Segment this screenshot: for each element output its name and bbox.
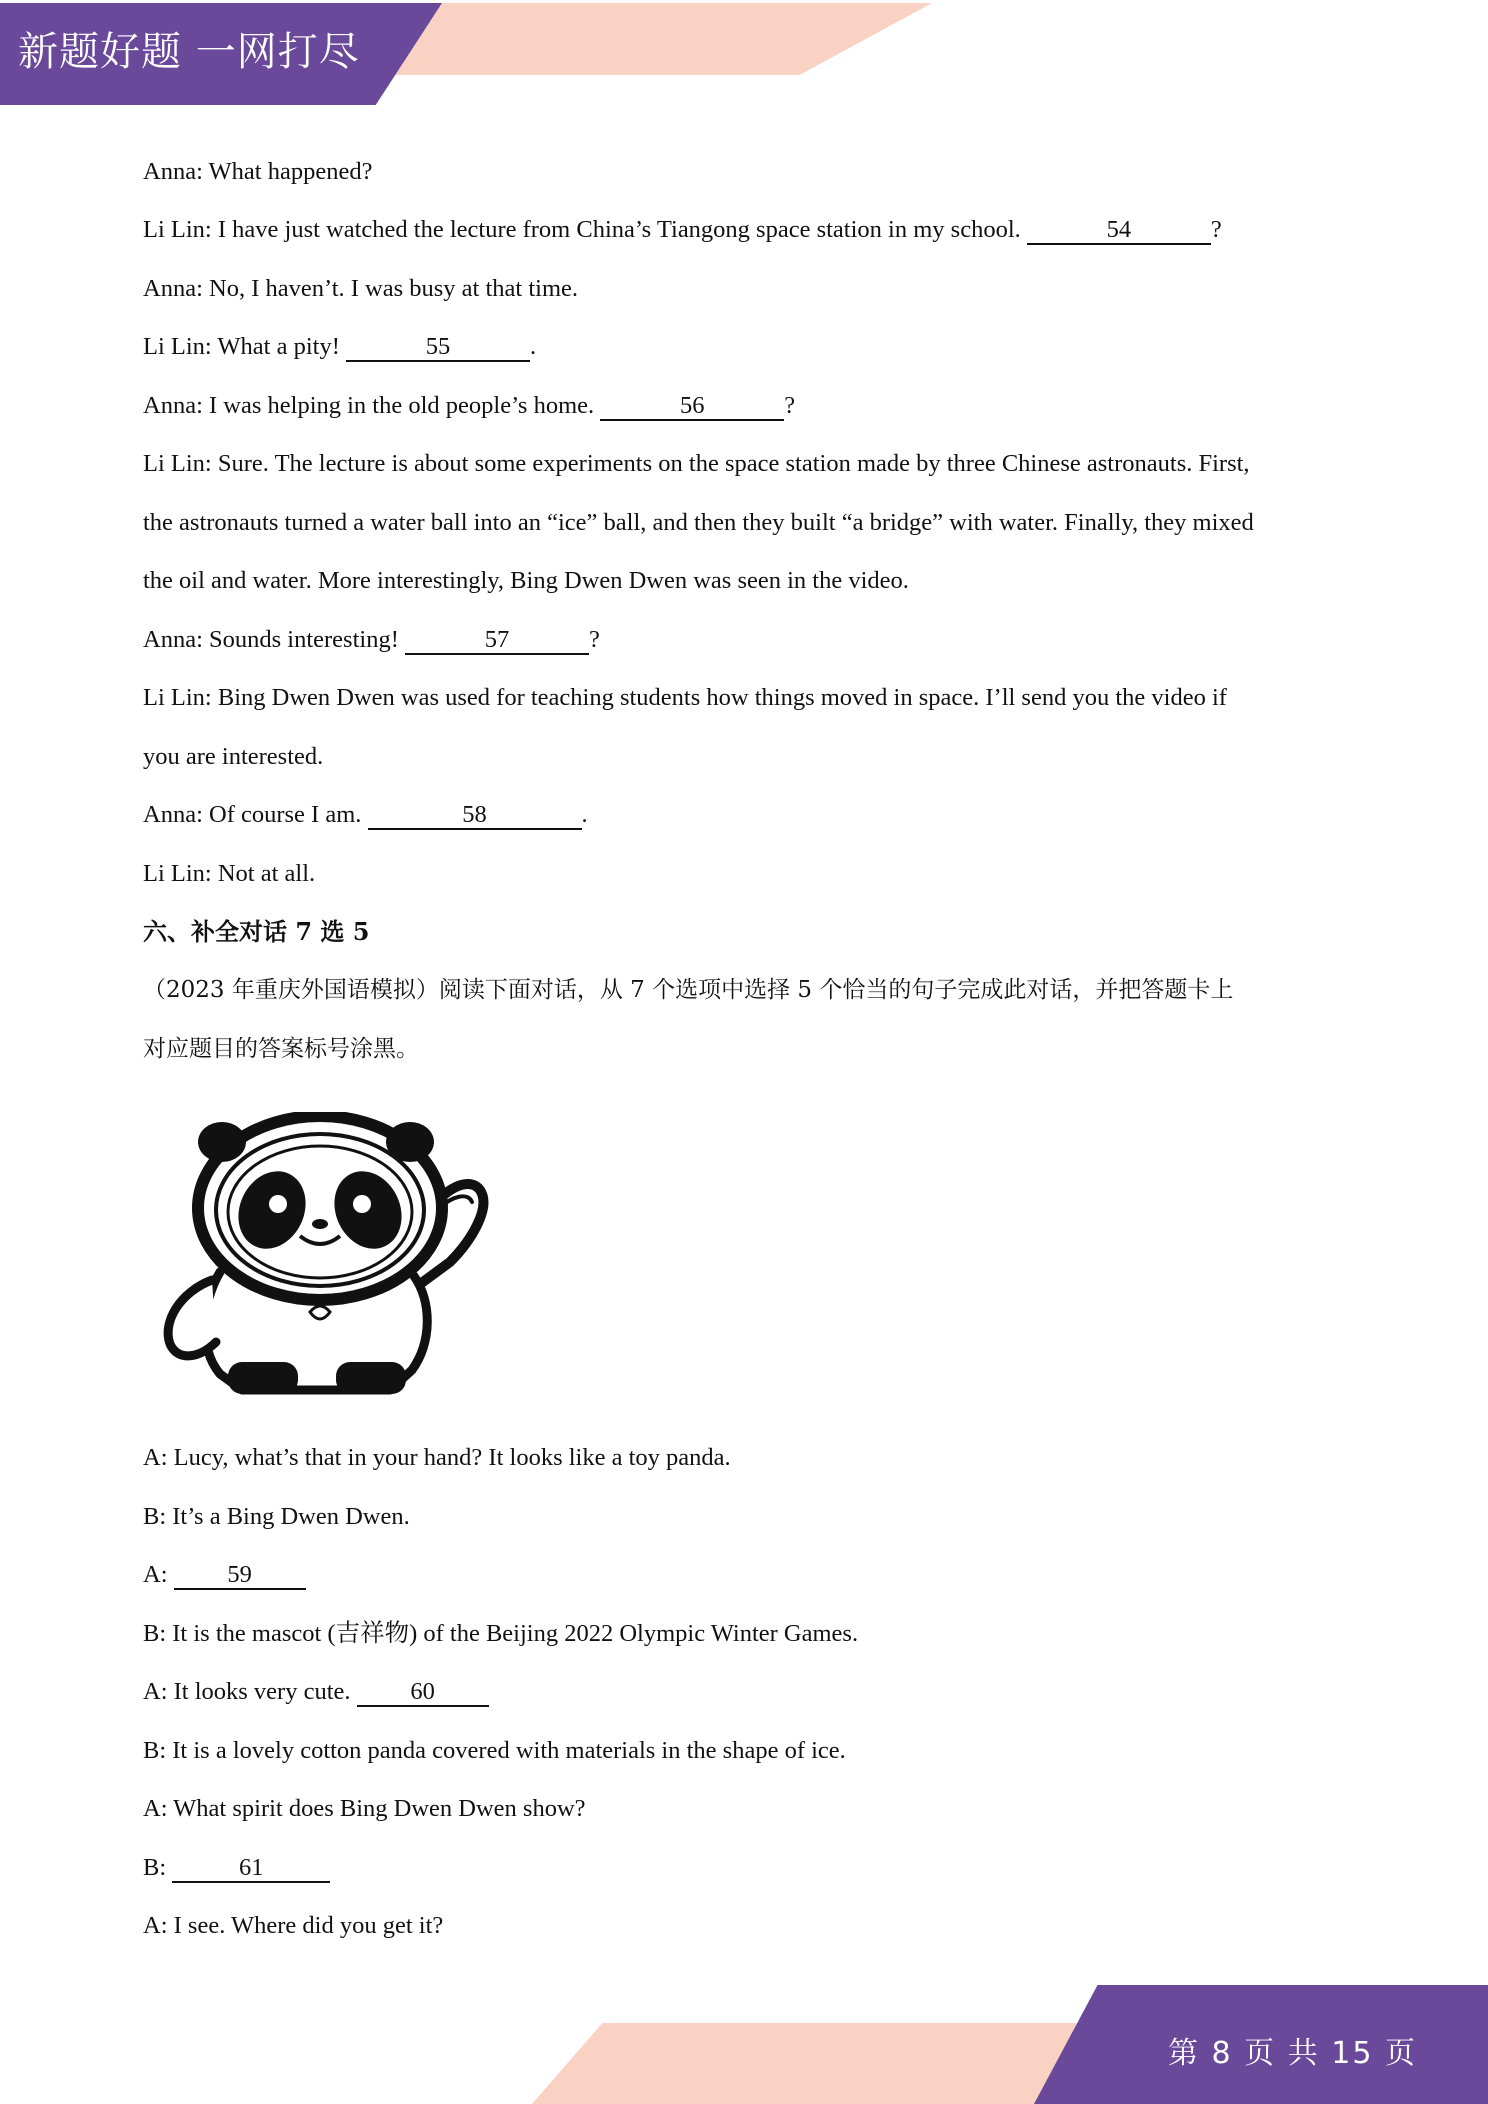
section-title: 六、补全对话 7 选 5	[143, 917, 370, 946]
header-accent-shape	[380, 3, 932, 75]
page-number: 第 8 页 共 15 页	[1168, 2036, 1417, 2071]
dialogue-text: Li Lin: I have just watched the lecture from China’s Tiangong space station in my school.	[143, 216, 1027, 243]
dialogue-line: A: I see. Where did you get it?	[143, 1912, 444, 1939]
dialogue-line: you are interested.	[143, 743, 324, 770]
dialogue-line: B: It’s a Bing Dwen Dwen.	[143, 1503, 410, 1530]
dialogue-text: Anna: I was helping in the old people’s home.	[143, 392, 601, 419]
dialogue-line: A: What spirit does Bing Dwen Dwen show?	[143, 1795, 586, 1822]
dialogue-line: A: Lucy, what’s that in your hand? It looks like a toy panda.	[143, 1444, 731, 1471]
dialogue-line	[143, 215, 1222, 245]
answer-blank-59[interactable]: 59	[174, 1562, 306, 1590]
dialogue-line	[143, 1853, 330, 1883]
punctuation: .	[530, 333, 537, 360]
punctuation: .	[581, 801, 588, 828]
dialogue-line	[143, 625, 600, 655]
answer-blank-56[interactable]: 56	[600, 393, 784, 421]
answer-blank-60[interactable]: 60	[357, 1679, 489, 1707]
dialogue-line	[143, 1560, 306, 1590]
dialogue-line: the oil and water. More interestingly, Bing Dwen Dwen was seen in the video.	[143, 567, 909, 594]
answer-blank-55[interactable]: 55	[346, 334, 530, 362]
dialogue-line: Li Lin: Bing Dwen Dwen was used for teaching students how things moved in space. I’ll send you the video if	[143, 684, 1227, 711]
dialogue-line: B: It is a lovely cotton panda covered with materials in the shape of ice.	[143, 1737, 846, 1764]
dialogue-text: B:	[143, 1854, 173, 1881]
answer-blank-54[interactable]: 54	[1027, 217, 1211, 245]
dialogue-line: Li Lin: Sure. The lecture is about some experiments on the space station made by three Chinese astronauts. First,	[143, 450, 1250, 477]
dialogue-text: Anna: Sounds interesting!	[143, 626, 405, 653]
dialogue-line: Anna: No, I haven’t. I was busy at that time.	[143, 275, 579, 302]
punctuation: ?	[784, 392, 796, 419]
section-instructions: 对应题目的答案标号涂黑。	[143, 1036, 419, 1062]
punctuation: ?	[1210, 216, 1222, 243]
dialogue-line	[143, 391, 795, 421]
section-instructions: （2023 年重庆外国语模拟）阅读下面对话，从 7 个选项中选择 5 个恰当的句子完成此对话，并把答题卡上	[143, 977, 1234, 1003]
dialogue-line	[143, 800, 588, 830]
bing-dwen-dwen-image	[150, 1112, 490, 1398]
dialogue-text: A: It looks very cute.	[143, 1678, 357, 1705]
dialogue-line: Li Lin: Not at all.	[143, 860, 316, 887]
dialogue-line: Anna: What happened?	[143, 158, 373, 185]
dialogue-text: A:	[143, 1561, 174, 1588]
header-title: 新题好题 一网打尽	[18, 29, 360, 75]
dialogue-text: Li Lin: What a pity!	[143, 333, 346, 360]
answer-blank-57[interactable]: 57	[405, 627, 589, 655]
answer-blank-61[interactable]: 61	[172, 1855, 330, 1883]
dialogue-line: the astronauts turned a water ball into an “ice” ball, and then they built “a bridge” with water. Finally, they mixed	[143, 509, 1254, 536]
dialogue-line	[143, 1677, 489, 1707]
answer-blank-58[interactable]: 58	[368, 802, 582, 830]
dialogue-line: B: It is the mascot (吉祥物) of the Beijing 2022 Olympic Winter Games.	[143, 1620, 859, 1647]
dialogue-line	[143, 332, 536, 362]
punctuation: ?	[589, 626, 600, 653]
dialogue-text: Anna: Of course I am.	[143, 801, 368, 828]
